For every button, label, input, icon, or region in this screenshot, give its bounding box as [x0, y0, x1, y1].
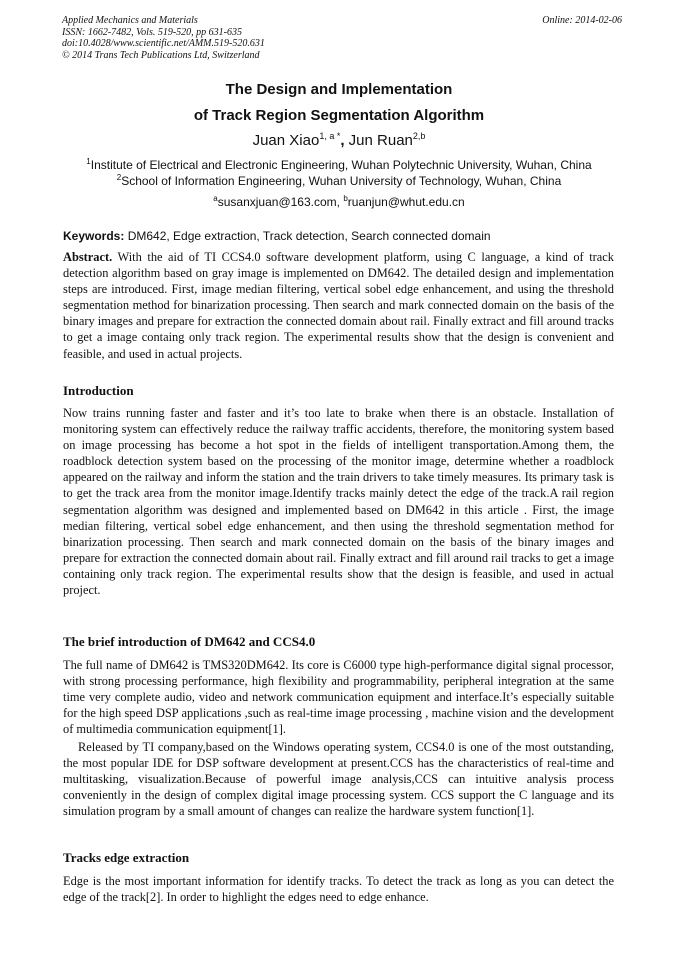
paper-title-line-2: of Track Region Segmentation Algorithm	[193, 107, 485, 124]
email-mark: a	[213, 194, 218, 203]
abstract	[63, 249, 614, 362]
section-heading-dm642: The brief introduction of DM642 and CCS4.0	[63, 634, 316, 649]
section-heading-tracks: Tracks edge extraction	[63, 850, 190, 865]
keywords	[63, 229, 623, 243]
abstract-text: With the aid of TI CCS4.0 software development platform, using C language, a kind of track detection algorithm based on gray image is implemented on DM642. The detailed design and implementation steps are introduced. First, image median filtering, vertical sobel edge enhancement, and using the threshold segmentation method for binarization processing. Then search and mark connected domain on the basis of the binary images and prepare for extraction the connected domain about rail. Finally extract and fill around tracks to get a image containg only track region. The experimental results show that the design is convenient and feasible, and used in actual projects.	[63, 250, 614, 361]
email-mark: b	[343, 194, 348, 203]
author-affiliation-mark: 1, a *	[319, 131, 341, 141]
affiliation-text: School of Information Engineering, Wuhan University of Technology, Wuhan, China	[121, 174, 562, 188]
online-date: Online: 2014-02-06	[542, 15, 622, 26]
journal-name: Applied Mechanics and Materials	[62, 15, 198, 26]
author-list	[0, 131, 678, 149]
affiliation-mark: 1	[86, 157, 91, 166]
journal-header	[62, 15, 622, 61]
journal-copyright: © 2014 Trans Tech Publications Ltd, Switzerland	[62, 49, 260, 61]
affiliation-text: Institute of Electrical and Electronic Engineering, Wuhan Polytechnic University, Wuhan, China	[90, 158, 592, 172]
affiliation-mark: 2	[116, 173, 122, 182]
journal-doi: doi:10.4028/www.scientific.net/AMM.519-520.631	[62, 38, 265, 49]
email-address: susanxjuan@163.com,	[217, 195, 344, 209]
keywords-text: DM642, Edge extraction, Track detection, Search connected domain	[124, 229, 491, 243]
journal-issn: ISSN: 1662-7482, Vols. 519-520, pp 631-635	[62, 26, 242, 38]
keywords-label: Keywords:	[63, 229, 125, 243]
tracks-paragraph: Edge is the most important information for identify tracks. To detect the track as long as you can detect the edge of the track[2]. In order to highlight the edges need to edge enhance.	[63, 874, 614, 905]
abstract-label: Abstract.	[63, 250, 113, 264]
section-heading-introduction: Introduction	[63, 383, 134, 398]
author-name: Jun Ruan	[348, 132, 413, 149]
dm642-paragraph-2: Released by TI company,based on the Windows operating system, CCS4.0 is one of the most outstanding, the most popular IDE for DSP software development at present.CCS has the characteristics of real-time and multitasking, visualization.Because of powerful image analysis,CCS can intuitive analysis process conveniently in the design of complex digital image processing system. CCS support the C language and its simulation program by a small amount of changes can realize the hardware system function[1].	[63, 740, 614, 819]
author-affiliation-mark: 2,b	[412, 131, 426, 141]
author-name: Juan Xiao	[252, 132, 320, 149]
dm642-paragraph-1: The full name of DM642 is TMS320DM642. Its core is C6000 type high-performance digital signal processor, with strong processing performance, high flexibility and programmability, peripheral integration at the same time very complete audio, video and network communication equipment and interface.It’s especially suitable for the high speed DSP applications ,such as real-time image processing , machine vision and the development of multimedia communication equipment[1].	[63, 658, 614, 737]
email-address: ruanjun@whut.edu.cn	[347, 195, 465, 209]
author-emails	[0, 194, 678, 209]
paper-title-line-1: The Design and Implementation	[225, 81, 453, 98]
affiliation	[0, 173, 678, 188]
author-separator: ,	[340, 132, 349, 149]
introduction-paragraph: Now trains running faster and faster and it’s too late to brake when there is an obstacle. Installation of monitoring system can effectively reduce the railway traffic accidents, therefore, the monitoring system based on image processing has become a hot spot in the fields of intelligent transportation.Among them, the roadblock detection system based on the processing of the monitor image, determine whether a roadblock appeared on the railway and inform the station and the train drivers to take timely measures. Its primary task is to get the track area from the monitor image.Identify tracks mainly detect the edge of the track.A rail region segmentation algorithm was designed and implemented based on DM642 in this article . First, the image median filtering, vertical sobel edge enhancement, and then using the threshold segmentation method for binarization processing. Then search and mark connected domain on the basis of the binary images and prepare for extraction the connected domain about rail. Finally extract and fill around rail tracks to get a image containing only track region. The experimental results show that the design is feasible, and used in actual project.	[63, 406, 614, 598]
affiliation	[0, 157, 678, 172]
